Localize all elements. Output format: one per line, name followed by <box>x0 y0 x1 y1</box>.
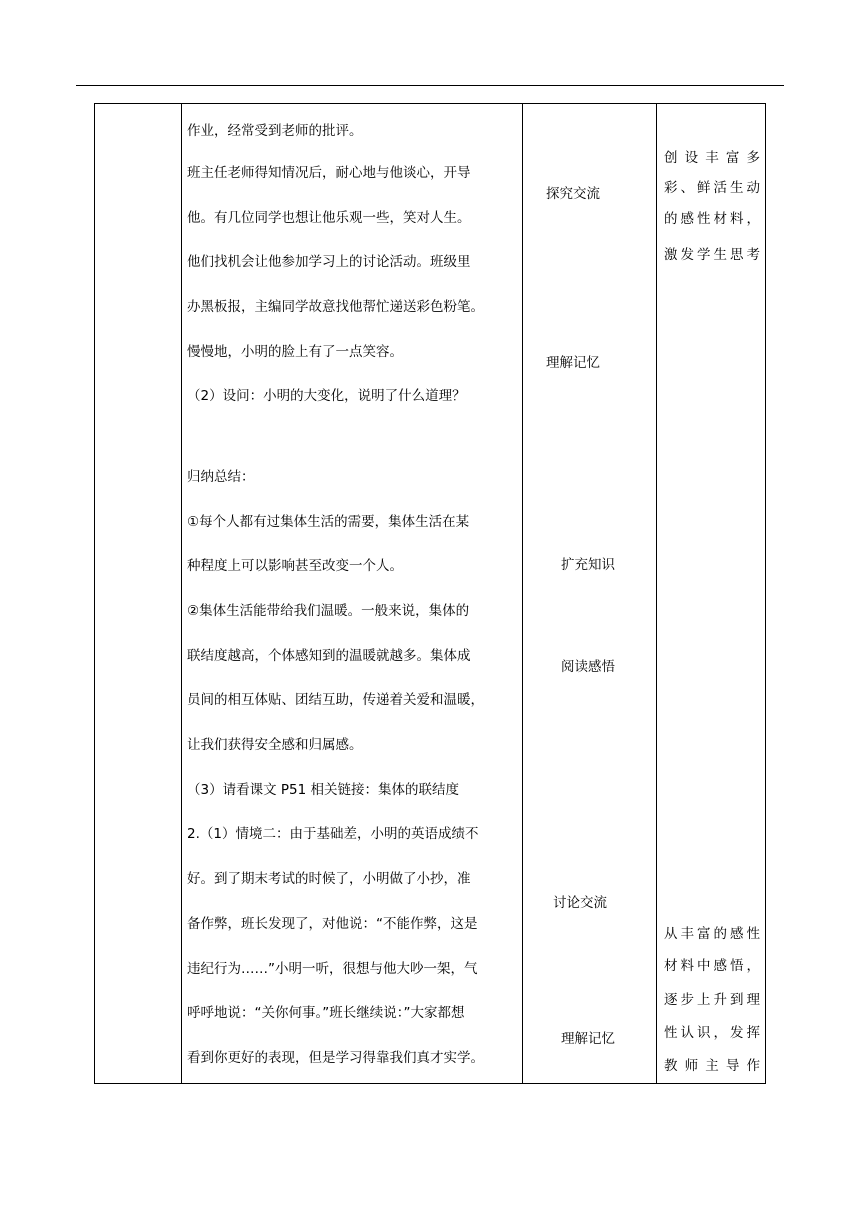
lesson-table <box>94 103 766 1084</box>
content-line: 好。到了期末考试的时候了，小明做了小抄，准 <box>187 871 471 887</box>
content-line: 让我们获得安全感和归属感。 <box>187 737 363 753</box>
content-line: 慢慢地，小明的脸上有了一点笑容。 <box>187 344 403 360</box>
content-line: （3）请看课文 P51 相关链接：集体的联结度 <box>187 782 459 798</box>
method-label: 理解记忆 <box>561 1031 615 1047</box>
column-divider <box>181 104 182 1083</box>
note-line: 激发学生思考 <box>664 247 760 263</box>
method-label: 探究交流 <box>546 186 600 202</box>
note-line: 性认识，发挥 <box>664 1025 760 1041</box>
content-line: 联结度越高，个体感知到的温暖就越多。集体成 <box>187 648 471 664</box>
content-line: 他们找机会让他参加学习上的讨论活动。班级里 <box>187 254 471 270</box>
content-line: 违纪行为……”小明一听，很想与他大吵一架，气 <box>187 961 478 977</box>
content-line: 班主任老师得知情况后，耐心地与他谈心，开导 <box>187 165 471 181</box>
content-line: 他。有几位同学也想让他乐观一些，笑对人生。 <box>187 210 471 226</box>
content-line: ①每个人都有过集体生活的需要，集体生活在某 <box>187 514 470 530</box>
content-line: 种程度上可以影响甚至改变一个人。 <box>187 558 403 574</box>
content-line: 看到你更好的表现，但是学习得靠我们真才实学。 <box>187 1050 484 1066</box>
note-line: 逐步上升到理 <box>664 992 760 1008</box>
content-line: 员间的相互体贴、团结互助，传递着关爱和温暖， <box>187 692 484 708</box>
note-line: 材料中感悟， <box>664 958 760 974</box>
header-rule <box>76 85 784 86</box>
note-line: 彩、鲜活生动 <box>664 180 760 196</box>
content-line: 作业，经常受到老师的批评。 <box>187 123 363 139</box>
method-label: 讨论交流 <box>553 895 607 911</box>
content-line: 归纳总结： <box>187 469 255 485</box>
method-label: 阅读感悟 <box>561 659 615 675</box>
content-line: 呼呼地说：“关你何事。”班长继续说：”大家都想 <box>187 1005 465 1021</box>
column-divider <box>656 104 657 1083</box>
content-line: ②集体生活能带给我们温暖。一般来说，集体的 <box>187 603 470 619</box>
column-divider <box>522 104 523 1083</box>
note-line: 的感性材料， <box>664 211 760 227</box>
method-label: 扩充知识 <box>561 557 615 573</box>
content-line: 备作弊，班长发现了，对他说：“不能作弊，这是 <box>187 916 478 932</box>
note-line: 教师主导作 <box>664 1058 760 1074</box>
note-line: 创设丰富多 <box>664 150 760 166</box>
content-line: 办黑板报，主编同学故意找他帮忙递送彩色粉笔。 <box>187 299 484 315</box>
note-line: 从丰富的感性 <box>664 926 760 942</box>
content-line: （2）设问：小明的大变化，说明了什么道理？ <box>187 388 466 404</box>
content-line: 2.（1）情境二：由于基础差，小明的英语成绩不 <box>187 826 479 842</box>
method-label: 理解记忆 <box>546 355 600 371</box>
